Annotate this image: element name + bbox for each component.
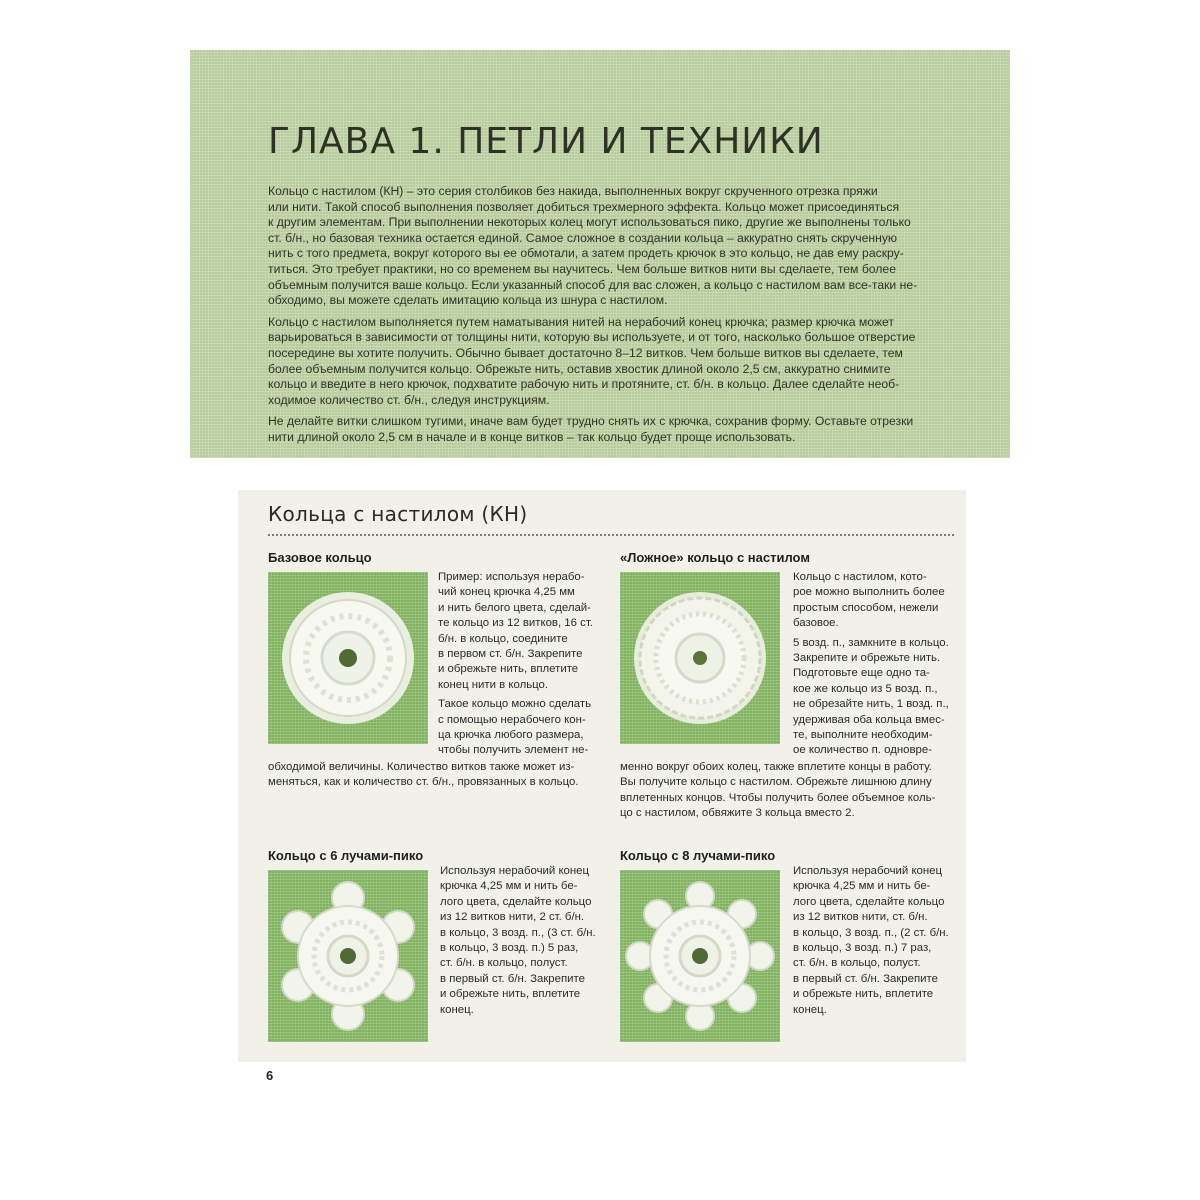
block-text-false-ring [793,570,963,763]
section-title: Кольца с настилом (КН) [268,502,528,526]
block-title-false-ring: «Ложное» кольцо с настилом [620,550,810,565]
block-text-eight-picot [793,864,963,1022]
block-tail-basic-ring [268,760,613,795]
block-paragraph: 5 возд. п., замкните в кольцо. Закрепите и обрежьте нить. Подготовьте еще одно та- кое же кольцо из 5 возд. п., не обрезайте нить, 1 возд. п., удерживая оба кольца вмес- те, выполните необходим- ое количество п. одновре- [793,636,949,757]
block-paragraph: обходимой величины. Количество витков также может из- меняться, как и количество ст. б/н., провязанных в кольцо. [268,761,579,789]
chapter-title: ГЛАВА 1. ПЕТЛИ И ТЕХНИКИ [268,121,824,162]
eight-picot-ring-photo [620,870,780,1042]
chapter-intro-text [268,184,958,446]
plain-crochet-ring-photo [268,572,428,744]
block-paragraph: Пример: используя нерабо- чий конец крючка 4,25 мм и нить белого цвета, сделай- те кольцо из 12 витков, 16 ст. б/н. в кольцо, соедините в первом ст. б/н. Закрепите и обрежьте нить, вплетите конец нити в кольцо. [438,571,593,691]
block-title-six-picot: Кольцо с 6 лучами-пико [268,848,424,863]
section-header [238,490,966,534]
chapter-panel [190,50,1010,458]
chapter-paragraph: Не делайте витки слишком тугими, иначе вам будет трудно снять их с крючка, сохранив форму. Оставьте отрезки нити длиной около 2,5 см в начале и в конце витков – так кольцо будет проще использовать. [268,414,914,444]
block-paragraph: Кольцо с настилом, кото- рое можно выполнить более простым способом, нежели базовое. [793,571,945,630]
false-crochet-ring-photo [620,572,780,744]
block-tail-false-ring [620,760,965,826]
block-paragraph: менно вокруг обоих колец, также вплетите концы в работу. Вы получите кольцо с настилом. Обрежьте лишнюю длину вплетенных концов. Чтобы получить более объемное коль- цо с настилом, обвяжите 3 кольца вместо 2. [620,761,936,820]
six-picot-ring-photo [268,870,428,1042]
block-paragraph: Используя нерабочий конец крючка 4,25 мм и нить бе- лого цвета, сделайте кольцо из 12 витков нити, 2 ст. б/н. в кольцо, 3 возд. п., (3 ст. б/н. в кольцо, 3 возд. п.) 5 раз, ст. б/н. в кольцо, полуст. в первый ст. б/н. Закрепите и обрежьте нить, вплетите конец. [440,865,596,1016]
block-text-six-picot [440,864,610,1022]
page-number: 6 [266,1068,274,1083]
section-divider [268,534,954,536]
block-paragraph: Такое кольцо можно сделать с помощью нерабочего кон- ца крючка любого размера, чтобы получить элемент не- [438,698,592,757]
block-paragraph: Используя нерабочий конец крючка 4,25 мм и нить бе- лого цвета, сделайте кольцо из 12 витков нити, ст. б/н. в кольцо, 3 возд. п., (2 ст. б/н. в кольцо, 3 возд. п.) 7 раз, ст. б/н. в кольцо, полуст. в первый ст. б/н. Закрепите и обрежьте нить, вплетите конец. [793,865,949,1016]
section-panel [238,490,966,1062]
block-title-eight-picot: Кольцо с 8 лучами-пико [620,848,776,863]
block-title-basic-ring: Базовое кольцо [268,550,372,565]
block-text-basic-ring [438,570,608,763]
chapter-paragraph: Кольцо с настилом (КН) – это серия столбиков без накида, выполненных вокруг скрученного отрезка пряжи или нити. Такой способ выполнения позволяет добиться трехмерного эффекта. Кольцо может присоединяться к другим элементам. При выполнении некоторых колец могут использоваться пико, другие же выполнены только ст. б/н., но базовая техника остается единой. Самое сложное в создании кольца – аккуратно снять скрученную нить с того предмета, вокруг которого вы ее обмотали, а затем продеть крючок в это кольцо, не дав ему раскру- титься. Это требует практики, но со временем вы научитесь. Чем больше витков нити вы сделаете, тем более объемным получится ваше кольцо. Если указанный способ для вас сложен, а кольцо с настилом вам все-таки не- обходимо, вы можете сделать имитацию кольца из шнура с настилом. [268,184,918,308]
chapter-paragraph: Кольцо с настилом выполняется путем наматывания нитей на нерабочий конец крючка; размер крючка может варьироваться в зависимости от толщины нити, которую вы используете, и от того, насколько большое отверстие посередине вы хотите получить. Обычно бывает достаточно 8–12 витков. Чем больше витков вы сделаете, тем более объемным получится кольцо. Обрежьте нить, оставив хвостик длиной около 2,5 см, аккуратно снимите кольцо и введите в него крючок, подхватите рабочую нить и протяните, ст. б/н. в кольцо. Далее сделайте необ- ходимое количество ст. б/н., следуя инструкциям. [268,314,916,407]
